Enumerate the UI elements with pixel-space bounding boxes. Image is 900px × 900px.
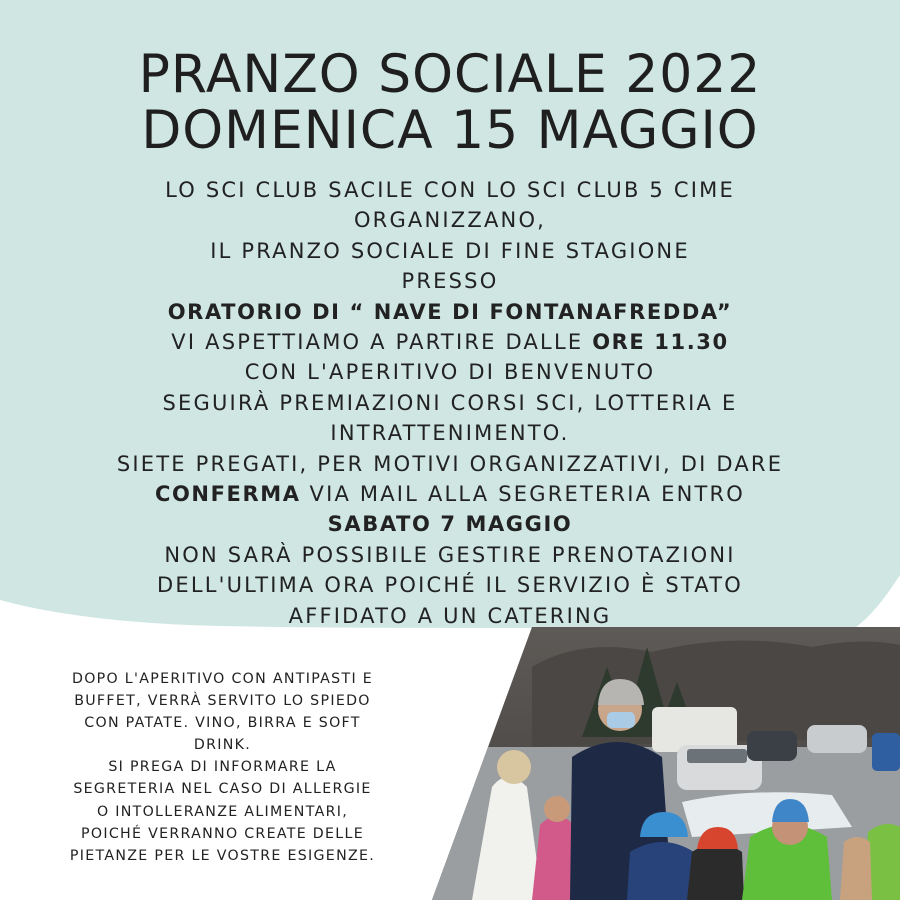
photo-car-gray — [807, 725, 867, 753]
photo-car-white-window — [687, 749, 747, 763]
menu-note-line: DOPO L'APERITIVO CON ANTIPASTI E — [71, 671, 374, 687]
menu-note-line: BUFFET, VERRÀ SERVITO LO SPIEDO — [74, 693, 371, 710]
start-time-prefix: VI ASPETTIAMO A PARTIRE DALLE — [171, 330, 593, 355]
menu-note-line: POICHÉ VERRANNO CREATE DELLE — [81, 825, 364, 842]
menu-notes — [40, 668, 405, 867]
body-line: NON SARÀ POSSIBILE GESTIRE PRENOTAZIONI — [164, 542, 736, 567]
body-line: LO SCI CLUB SACILE CON LO SCI CLUB 5 CIME — [165, 178, 735, 202]
photo-person-far — [840, 837, 872, 900]
photo-car-dark — [747, 731, 797, 761]
menu-note-line: O INTOLLERANZE ALIMENTARI, — [96, 803, 349, 820]
body-line: SEGUIRÀ PREMIAZIONI CORSI SCI, LOTTERIA E — [162, 390, 738, 415]
venue-line — [0, 297, 900, 327]
start-time: ORE 11.30 — [592, 330, 729, 355]
menu-note-line: CON PATATE. VINO, BIRRA E SOFT — [84, 715, 361, 732]
page-title-line1: PRANZO SOCIALE 2022 — [138, 44, 762, 105]
page-title-line2: DOMENICA 15 MAGGIO — [141, 100, 759, 161]
body-line: ORGANIZZANO, — [353, 208, 547, 233]
deadline-line — [0, 509, 900, 539]
body-line: CON L'APERITIVO DI BENVENUTO — [244, 360, 656, 385]
confirmation-keyword: CONFERMA — [154, 482, 301, 507]
photo-child-blue-hat — [627, 842, 694, 900]
photo-person-left-head — [497, 750, 531, 784]
menu-note-line: PIETANZE PER LE VOSTRE ESIGENZE. — [69, 847, 376, 864]
photo-car-blue — [872, 733, 900, 771]
body-line: PRESSO — [401, 269, 499, 294]
deadline-date: SABATO 7 MAGGIO — [327, 512, 573, 537]
confirmation-suffix: VIA MAIL ALLA SEGRETERIA ENTRO — [300, 482, 746, 507]
menu-note-line: SI PREGA DI INFORMARE LA — [108, 759, 337, 776]
photo-man-mask — [607, 712, 635, 728]
body-line: SIETE PREGATI, PER MOTIVI ORGANIZZATIVI, DI DARE — [116, 451, 784, 476]
start-time-line — [0, 327, 900, 357]
photo-child-pink-head — [544, 796, 570, 822]
body-line: AFFIDATO A UN CATERING — [288, 603, 612, 628]
body-line: INTRATTENIMENTO. — [330, 421, 570, 446]
venue-name: ORATORIO DI “ NAVE DI FONTANAFREDDA” — [167, 299, 733, 324]
confirmation-line — [0, 479, 900, 509]
ski-club-photo — [432, 627, 900, 900]
photo-child-red-hat — [687, 844, 744, 900]
menu-note-line: SEGRETERIA NEL CASO DI ALLERGIE — [73, 781, 372, 798]
menu-note-line: DRINK. — [193, 737, 252, 754]
body-line: IL PRANZO SOCIALE DI FINE STAGIONE — [210, 238, 690, 263]
announcement-body — [0, 175, 900, 631]
body-line: DELL'ULTIMA ORA POICHÉ IL SERVIZIO È STATO — [157, 573, 743, 598]
